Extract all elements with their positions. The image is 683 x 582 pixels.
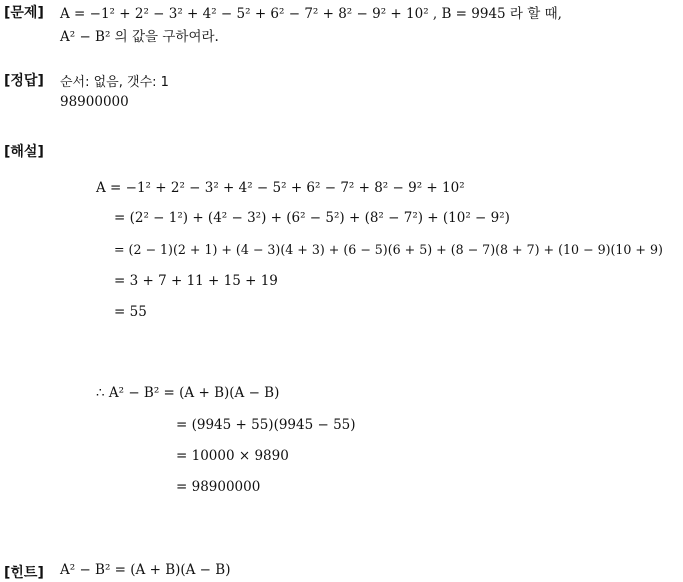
- solution-step-3: = (2 − 1)(2 + 1) + (4 − 3)(4 + 3) + (6 − 5)(6 + 5) + (8 − 7)(8 + 7) + (10 − 9)(10 + 9): [114, 242, 663, 257]
- solution-step-4: = 3 + 7 + 11 + 15 + 19: [114, 273, 278, 289]
- hint-text: A² − B² = (A + B)(A − B): [60, 562, 231, 578]
- answer-label: [정답]: [4, 73, 44, 89]
- problem-statement-line1: A = −1² + 2² − 3² + 4² − 5² + 6² − 7² + 8² − 9² + 10² , B = 9945 라 할 때,: [60, 6, 562, 22]
- problem-statement-line2: A² − B² 의 값을 구하여라.: [60, 29, 219, 45]
- final-step-3: = 10000 × 9890: [176, 448, 289, 464]
- solution-step-1: A = −1² + 2² − 3² + 4² − 5² + 6² − 7² + 8² − 9² + 10²: [96, 180, 465, 196]
- final-step-2: = (9945 + 55)(9945 − 55): [176, 417, 356, 433]
- solution-step-5: = 55: [114, 304, 147, 320]
- final-step-1: ∴ A² − B² = (A + B)(A − B): [96, 385, 280, 401]
- answer-order-count: 순서: 없음, 갯수: 1: [60, 75, 169, 90]
- problem-label: [문제]: [4, 5, 44, 21]
- solution-step-2: = (2² − 1²) + (4² − 3²) + (6² − 5²) + (8² − 7²) + (10² − 9²): [114, 210, 510, 226]
- final-step-4: = 98900000: [176, 479, 261, 495]
- answer-value: 98900000: [60, 94, 129, 110]
- hint-label: [힌트]: [4, 565, 44, 581]
- solution-label: [해설]: [4, 144, 44, 160]
